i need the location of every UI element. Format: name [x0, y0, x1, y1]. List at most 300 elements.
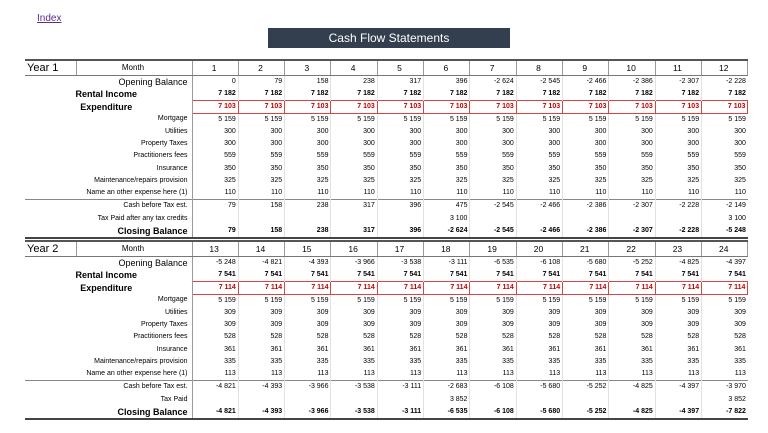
table-cell[interactable]: 79 — [238, 75, 284, 88]
table-cell[interactable]: 309 — [331, 319, 377, 331]
table-cell[interactable]: 5 159 — [238, 294, 284, 307]
table-cell[interactable]: 300 — [563, 126, 609, 138]
table-cell[interactable]: 559 — [516, 150, 562, 162]
table-cell[interactable]: 5 159 — [470, 294, 516, 307]
table-cell[interactable]: 7 114 — [470, 281, 516, 294]
table-cell[interactable] — [563, 393, 609, 405]
table-cell[interactable]: 309 — [192, 307, 238, 319]
table-cell[interactable]: -2 307 — [609, 200, 655, 213]
table-cell[interactable]: 110 — [655, 187, 701, 200]
table-cell[interactable]: 396 — [377, 200, 423, 213]
table-cell[interactable]: 350 — [377, 163, 423, 175]
table-cell[interactable]: -6 535 — [470, 256, 516, 269]
table-cell[interactable]: 300 — [331, 126, 377, 138]
table-cell[interactable]: 325 — [331, 175, 377, 187]
table-cell[interactable]: 528 — [563, 331, 609, 343]
table-cell[interactable]: 238 — [285, 200, 331, 213]
table-cell[interactable]: 7 541 — [728, 270, 746, 278]
table-cell[interactable]: 309 — [238, 307, 284, 319]
table-cell[interactable]: -6 108 — [470, 381, 516, 394]
table-cell[interactable]: 300 — [377, 138, 423, 150]
table-cell[interactable]: 5 159 — [285, 113, 331, 126]
table-cell[interactable]: 238 — [331, 75, 377, 88]
table-cell[interactable]: 350 — [655, 163, 701, 175]
table-cell[interactable]: -5 248 — [702, 225, 748, 238]
table-cell[interactable]: 110 — [470, 187, 516, 200]
table-cell[interactable]: 361 — [734, 345, 746, 353]
table-cell[interactable]: 325 — [563, 175, 609, 187]
table-cell[interactable]: 7 182 — [728, 89, 746, 97]
table-cell[interactable]: 7 103 — [377, 100, 423, 113]
table-cell[interactable]: 7 103 — [655, 100, 701, 113]
table-cell[interactable]: -4 825 — [609, 381, 655, 394]
table-cell[interactable]: 238 — [285, 225, 331, 238]
table-cell[interactable]: 113 — [655, 368, 701, 381]
table-cell[interactable]: 309 — [424, 319, 470, 331]
table-cell[interactable]: 7 182 — [609, 88, 655, 101]
table-cell[interactable] — [285, 393, 331, 405]
table-cell[interactable]: 528 — [424, 331, 470, 343]
table-cell[interactable]: 5 159 — [331, 294, 377, 307]
table-cell[interactable]: -3 966 — [285, 406, 331, 419]
table-cell[interactable]: 7 103 — [609, 100, 655, 113]
table-cell[interactable]: 528 — [470, 331, 516, 343]
table-cell[interactable]: 7 541 — [331, 269, 377, 282]
table-cell[interactable]: 300 — [331, 138, 377, 150]
table-cell[interactable]: -7 822 — [702, 406, 748, 419]
table-cell[interactable]: 300 — [516, 138, 562, 150]
table-cell[interactable]: 158 — [238, 200, 284, 213]
table-cell[interactable]: 300 — [192, 126, 238, 138]
table-cell[interactable]: -2 228 — [726, 77, 746, 85]
table-cell[interactable]: 325 — [238, 175, 284, 187]
table-cell[interactable]: 300 — [563, 138, 609, 150]
table-cell[interactable]: 350 — [516, 163, 562, 175]
table-cell[interactable] — [655, 393, 701, 405]
table-cell[interactable]: 300 — [734, 127, 746, 135]
table-cell[interactable]: 110 — [285, 187, 331, 200]
table-cell[interactable]: 309 — [609, 307, 655, 319]
table-cell[interactable]: 335 — [424, 356, 470, 368]
table-cell[interactable]: 300 — [734, 140, 746, 148]
table-cell[interactable]: 7 182 — [192, 88, 238, 101]
table-cell[interactable]: 79 — [192, 225, 238, 238]
table-cell[interactable]: 110 — [734, 189, 746, 197]
table-cell[interactable]: 113 — [377, 368, 423, 381]
table-cell[interactable]: 5 159 — [192, 294, 238, 307]
table-cell[interactable]: 5 159 — [424, 294, 470, 307]
table-cell[interactable]: 350 — [734, 164, 746, 172]
table-cell[interactable]: 361 — [470, 344, 516, 356]
table-cell[interactable]: 335 — [609, 356, 655, 368]
table-cell[interactable]: -3 111 — [377, 406, 423, 419]
table-cell[interactable]: 5 159 — [655, 294, 701, 307]
table-cell[interactable]: 361 — [655, 344, 701, 356]
table-cell[interactable]: -5 680 — [516, 406, 562, 419]
table-cell[interactable]: 5 159 — [728, 296, 746, 304]
table-cell[interactable]: 7 103 — [238, 100, 284, 113]
table-cell[interactable]: 309 — [377, 307, 423, 319]
table-cell[interactable]: 309 — [470, 307, 516, 319]
table-cell[interactable]: 7 103 — [470, 100, 516, 113]
table-cell[interactable]: 7 541 — [192, 269, 238, 282]
table-cell[interactable]: 350 — [470, 163, 516, 175]
table-cell[interactable]: -3 966 — [285, 381, 331, 394]
table-cell[interactable]: 309 — [377, 319, 423, 331]
table-cell[interactable]: 350 — [424, 163, 470, 175]
table-cell[interactable]: 475 — [424, 200, 470, 213]
table-cell[interactable]: 361 — [238, 344, 284, 356]
table-cell[interactable]: 396 — [424, 75, 470, 88]
table-cell[interactable]: -2 228 — [655, 225, 701, 238]
table-cell[interactable]: 7 103 — [702, 100, 748, 113]
table-cell[interactable] — [609, 212, 655, 224]
table-cell[interactable] — [377, 212, 423, 224]
table-cell[interactable]: -2 386 — [563, 225, 609, 238]
table-cell[interactable]: 317 — [331, 225, 377, 238]
table-cell[interactable]: -5 248 — [192, 256, 238, 269]
table-cell[interactable]: 309 — [563, 319, 609, 331]
table-cell[interactable]: 113 — [238, 368, 284, 381]
table-cell[interactable]: 300 — [424, 126, 470, 138]
table-cell[interactable]: 7 182 — [377, 88, 423, 101]
table-cell[interactable]: 113 — [734, 370, 746, 378]
table-cell[interactable]: 309 — [734, 308, 746, 316]
table-cell[interactable]: 5 159 — [331, 113, 377, 126]
table-cell[interactable]: 5 159 — [516, 113, 562, 126]
table-cell[interactable]: 325 — [192, 175, 238, 187]
table-cell[interactable]: 350 — [609, 163, 655, 175]
table-cell[interactable]: 5 159 — [563, 294, 609, 307]
table-cell[interactable]: 113 — [192, 368, 238, 381]
table-cell[interactable]: 300 — [655, 126, 701, 138]
table-cell[interactable]: -4 397 — [726, 258, 746, 266]
table-cell[interactable]: 7 182 — [516, 88, 562, 101]
table-cell[interactable]: 110 — [516, 187, 562, 200]
table-cell[interactable]: 110 — [609, 187, 655, 200]
table-cell[interactable]: 113 — [609, 368, 655, 381]
table-cell[interactable]: 325 — [285, 175, 331, 187]
table-cell[interactable]: 7 541 — [424, 269, 470, 282]
table-cell[interactable]: 309 — [516, 319, 562, 331]
table-cell[interactable] — [331, 393, 377, 405]
table-cell[interactable]: 5 159 — [192, 113, 238, 126]
table-cell[interactable]: -3 111 — [424, 256, 470, 269]
table-cell[interactable] — [238, 212, 284, 224]
table-cell[interactable]: 317 — [377, 75, 423, 88]
table-cell[interactable]: -2 466 — [516, 225, 562, 238]
table-cell[interactable]: 559 — [609, 150, 655, 162]
table-cell[interactable]: 7 103 — [192, 100, 238, 113]
table-cell[interactable]: 158 — [238, 225, 284, 238]
table-cell[interactable]: 335 — [192, 356, 238, 368]
table-cell[interactable]: 5 159 — [655, 113, 701, 126]
table-cell[interactable]: -4 825 — [609, 406, 655, 419]
table-cell[interactable]: 361 — [377, 344, 423, 356]
table-cell[interactable]: 309 — [655, 307, 701, 319]
table-cell[interactable]: 7 103 — [424, 100, 470, 113]
table-cell[interactable]: -4 825 — [655, 256, 701, 269]
table-cell[interactable]: 7 541 — [238, 269, 284, 282]
table-cell[interactable]: 309 — [424, 307, 470, 319]
table-cell[interactable]: 361 — [563, 344, 609, 356]
table-cell[interactable]: 5 159 — [377, 294, 423, 307]
table-cell[interactable]: -5 252 — [563, 381, 609, 394]
table-cell[interactable]: 5 159 — [285, 294, 331, 307]
table-cell[interactable]: 325 — [734, 177, 746, 185]
table-cell[interactable]: 7 114 — [192, 281, 238, 294]
table-cell[interactable]: 325 — [424, 175, 470, 187]
table-cell[interactable]: 7 182 — [470, 88, 516, 101]
table-cell[interactable]: 7 114 — [655, 281, 701, 294]
table-cell[interactable] — [516, 393, 562, 405]
table-cell[interactable]: 528 — [516, 331, 562, 343]
table-cell[interactable]: 7 114 — [331, 281, 377, 294]
table-cell[interactable]: 309 — [609, 319, 655, 331]
table-cell[interactable]: 325 — [516, 175, 562, 187]
table-cell[interactable]: 7 114 — [424, 281, 470, 294]
table-cell[interactable]: 325 — [609, 175, 655, 187]
table-cell[interactable] — [470, 393, 516, 405]
table-cell[interactable]: 350 — [285, 163, 331, 175]
table-cell[interactable]: 7 103 — [516, 100, 562, 113]
table-cell[interactable]: 113 — [424, 368, 470, 381]
table-cell[interactable]: 300 — [470, 126, 516, 138]
table-cell[interactable]: 7 182 — [331, 88, 377, 101]
table-cell[interactable]: 528 — [192, 331, 238, 343]
index-link[interactable]: Index — [37, 13, 62, 24]
table-cell[interactable]: -4 393 — [238, 406, 284, 419]
table-cell[interactable]: 309 — [470, 319, 516, 331]
table-cell[interactable]: 158 — [285, 75, 331, 88]
table-cell[interactable]: 300 — [470, 138, 516, 150]
table-cell[interactable]: 7 103 — [563, 100, 609, 113]
table-cell[interactable]: -2 228 — [655, 200, 701, 213]
table-cell[interactable]: -5 252 — [609, 256, 655, 269]
table-cell[interactable]: -4 393 — [238, 381, 284, 394]
table-cell[interactable]: 7 114 — [238, 281, 284, 294]
table-cell[interactable]: 528 — [238, 331, 284, 343]
table-cell[interactable]: 300 — [377, 126, 423, 138]
table-cell[interactable]: 7 114 — [563, 281, 609, 294]
table-cell[interactable]: 110 — [192, 187, 238, 200]
table-cell[interactable]: 7 182 — [285, 88, 331, 101]
table-cell[interactable]: 7 114 — [516, 281, 562, 294]
table-cell[interactable]: 361 — [331, 344, 377, 356]
table-cell[interactable]: 309 — [238, 319, 284, 331]
table-cell[interactable]: 309 — [655, 319, 701, 331]
table-cell[interactable]: 5 159 — [516, 294, 562, 307]
table-cell[interactable]: 300 — [285, 138, 331, 150]
table-cell[interactable]: 335 — [516, 356, 562, 368]
table-cell[interactable]: 335 — [655, 356, 701, 368]
table-cell[interactable]: -5 680 — [516, 381, 562, 394]
table-cell[interactable] — [238, 393, 284, 405]
table-cell[interactable]: 361 — [609, 344, 655, 356]
table-cell[interactable]: 7 103 — [331, 100, 377, 113]
table-cell[interactable]: 559 — [424, 150, 470, 162]
table-cell[interactable] — [377, 393, 423, 405]
table-cell[interactable]: 325 — [377, 175, 423, 187]
table-cell[interactable] — [470, 212, 516, 224]
table-cell[interactable]: -2 545 — [470, 200, 516, 213]
table-cell[interactable]: -2 624 — [424, 225, 470, 238]
table-cell[interactable] — [285, 212, 331, 224]
table-cell[interactable]: 335 — [377, 356, 423, 368]
table-cell[interactable]: 113 — [516, 368, 562, 381]
table-cell[interactable]: 5 159 — [470, 113, 516, 126]
table-cell[interactable]: -2 545 — [470, 225, 516, 238]
table-cell[interactable]: 335 — [331, 356, 377, 368]
table-cell[interactable]: 3 852 — [728, 395, 746, 403]
table-cell[interactable]: -3 966 — [331, 256, 377, 269]
table-cell[interactable]: 361 — [285, 344, 331, 356]
table-cell[interactable]: 3 100 — [728, 214, 746, 222]
table-cell[interactable]: -2 149 — [702, 200, 748, 213]
table-cell[interactable]: 7 103 — [285, 100, 331, 113]
table-cell[interactable]: 7 541 — [516, 269, 562, 282]
table-cell[interactable]: -6 108 — [516, 256, 562, 269]
table-cell[interactable]: 3 852 — [424, 393, 470, 405]
table-cell[interactable]: 335 — [470, 356, 516, 368]
table-cell[interactable]: -2 386 — [609, 75, 655, 88]
table-cell[interactable]: 325 — [655, 175, 701, 187]
table-cell[interactable]: 309 — [285, 307, 331, 319]
table-cell[interactable]: 309 — [192, 319, 238, 331]
table-cell[interactable] — [655, 212, 701, 224]
table-cell[interactable]: 300 — [238, 126, 284, 138]
table-cell[interactable]: -2 624 — [470, 75, 516, 88]
table-cell[interactable]: 361 — [516, 344, 562, 356]
table-cell[interactable]: 5 159 — [728, 115, 746, 123]
table-cell[interactable]: 7 114 — [702, 281, 748, 294]
table-cell[interactable]: -2 545 — [516, 75, 562, 88]
table-cell[interactable]: 110 — [424, 187, 470, 200]
table-cell[interactable]: 559 — [285, 150, 331, 162]
table-cell[interactable]: -3 538 — [331, 381, 377, 394]
table-cell[interactable] — [563, 212, 609, 224]
table-cell[interactable]: 5 159 — [238, 113, 284, 126]
table-cell[interactable]: -6 535 — [424, 406, 470, 419]
table-cell[interactable]: 7 541 — [563, 269, 609, 282]
table-cell[interactable]: 7 541 — [285, 269, 331, 282]
table-cell[interactable]: 350 — [331, 163, 377, 175]
table-cell[interactable]: 309 — [331, 307, 377, 319]
table-cell[interactable]: 7 114 — [285, 281, 331, 294]
table-cell[interactable]: 559 — [470, 150, 516, 162]
table-cell[interactable]: 7 182 — [238, 88, 284, 101]
table-cell[interactable]: 335 — [734, 358, 746, 366]
table-cell[interactable]: 309 — [285, 319, 331, 331]
table-cell[interactable]: 5 159 — [563, 113, 609, 126]
table-cell[interactable]: -2 466 — [516, 200, 562, 213]
table-cell[interactable]: -2 683 — [424, 381, 470, 394]
table-cell[interactable]: 350 — [238, 163, 284, 175]
table-cell[interactable]: 325 — [470, 175, 516, 187]
table-cell[interactable]: 110 — [377, 187, 423, 200]
table-cell[interactable]: 335 — [285, 356, 331, 368]
table-cell[interactable]: 110 — [331, 187, 377, 200]
table-cell[interactable]: -4 397 — [655, 406, 701, 419]
table-cell[interactable]: -4 821 — [238, 256, 284, 269]
table-cell[interactable]: 3 100 — [424, 212, 470, 224]
table-cell[interactable]: 528 — [285, 331, 331, 343]
table-cell[interactable]: 361 — [424, 344, 470, 356]
table-cell[interactable]: -4 393 — [285, 256, 331, 269]
table-cell[interactable]: 528 — [331, 331, 377, 343]
table-cell[interactable]: 559 — [377, 150, 423, 162]
table-cell[interactable]: 528 — [377, 331, 423, 343]
table-cell[interactable]: 7 541 — [470, 269, 516, 282]
table-cell[interactable]: 7 541 — [377, 269, 423, 282]
table-cell[interactable]: 300 — [655, 138, 701, 150]
table-cell[interactable]: 350 — [563, 163, 609, 175]
table-cell[interactable]: 5 159 — [424, 113, 470, 126]
table-cell[interactable] — [192, 212, 238, 224]
table-cell[interactable]: -5 252 — [563, 406, 609, 419]
table-cell[interactable]: 559 — [655, 150, 701, 162]
table-cell[interactable]: 300 — [192, 138, 238, 150]
table-cell[interactable]: 309 — [563, 307, 609, 319]
table-cell[interactable]: 300 — [285, 126, 331, 138]
table-cell[interactable]: 528 — [734, 333, 746, 341]
table-cell[interactable]: 300 — [238, 138, 284, 150]
table-cell[interactable]: 110 — [563, 187, 609, 200]
table-cell[interactable]: 528 — [609, 331, 655, 343]
table-cell[interactable]: 110 — [238, 187, 284, 200]
table-cell[interactable]: -4 821 — [192, 406, 238, 419]
table-cell[interactable]: 113 — [285, 368, 331, 381]
table-cell[interactable] — [192, 393, 238, 405]
table-cell[interactable]: 5 159 — [377, 113, 423, 126]
table-cell[interactable]: 7 541 — [609, 269, 655, 282]
table-cell[interactable]: 559 — [192, 150, 238, 162]
table-cell[interactable]: -6 108 — [470, 406, 516, 419]
table-cell[interactable]: 528 — [655, 331, 701, 343]
table-cell[interactable]: 559 — [734, 152, 746, 160]
table-cell[interactable]: 335 — [563, 356, 609, 368]
table-cell[interactable]: 361 — [192, 344, 238, 356]
table-cell[interactable] — [331, 212, 377, 224]
table-cell[interactable]: -4 821 — [192, 381, 238, 394]
table-cell[interactable]: 7 182 — [563, 88, 609, 101]
table-cell[interactable]: 396 — [377, 225, 423, 238]
table-cell[interactable] — [609, 393, 655, 405]
table-cell[interactable]: 7 114 — [377, 281, 423, 294]
table-cell[interactable]: -3 970 — [702, 381, 748, 394]
table-cell[interactable] — [516, 212, 562, 224]
table-cell[interactable]: -2 466 — [563, 75, 609, 88]
table-cell[interactable]: -5 680 — [563, 256, 609, 269]
table-cell[interactable]: 300 — [609, 138, 655, 150]
table-cell[interactable]: 559 — [563, 150, 609, 162]
table-cell[interactable]: 300 — [516, 126, 562, 138]
table-cell[interactable]: 300 — [424, 138, 470, 150]
table-cell[interactable]: -3 111 — [377, 381, 423, 394]
table-cell[interactable]: 113 — [331, 368, 377, 381]
table-cell[interactable]: -4 397 — [655, 381, 701, 394]
table-cell[interactable]: 350 — [192, 163, 238, 175]
table-cell[interactable]: 7 114 — [609, 281, 655, 294]
table-cell[interactable]: 79 — [192, 200, 238, 213]
table-cell[interactable]: 5 159 — [609, 294, 655, 307]
table-cell[interactable]: 113 — [563, 368, 609, 381]
table-cell[interactable]: 309 — [734, 321, 746, 329]
table-cell[interactable]: 7 182 — [655, 88, 701, 101]
table-cell[interactable]: -3 538 — [331, 406, 377, 419]
table-cell[interactable]: 309 — [516, 307, 562, 319]
table-cell[interactable]: -3 538 — [377, 256, 423, 269]
